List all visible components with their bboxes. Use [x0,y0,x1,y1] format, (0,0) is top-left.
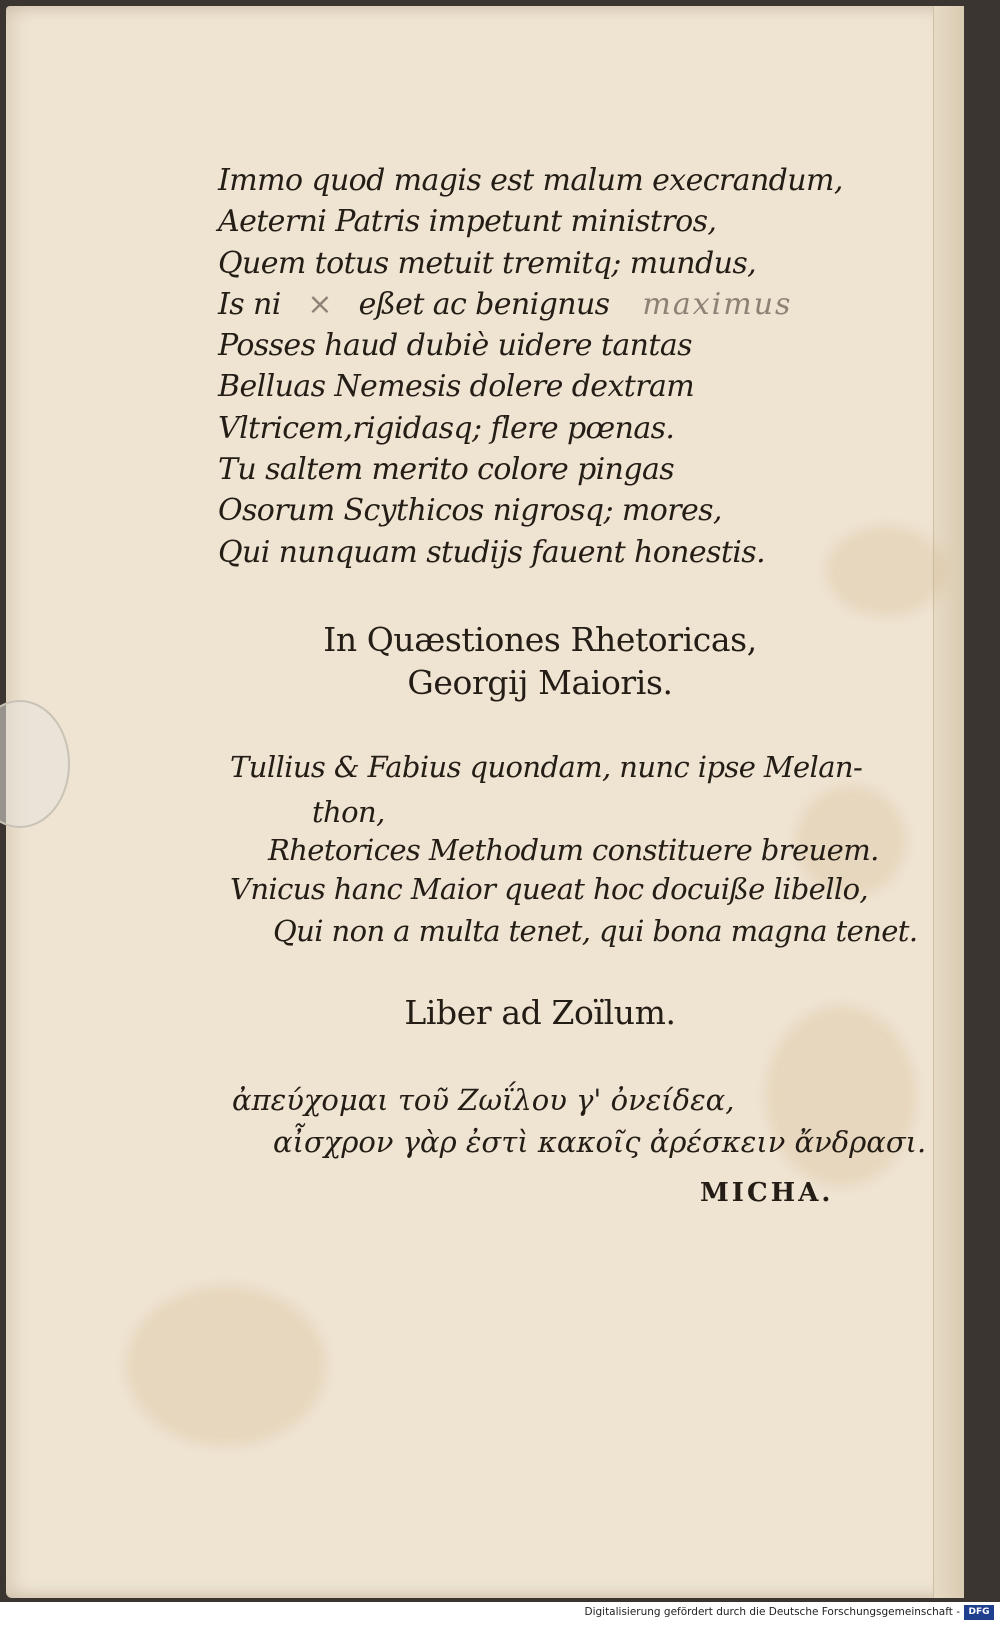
verse-line: Aeterni Patris impetunt ministros, [218,204,717,240]
epigram-line: Tullius & Fabius quondam, nunc ipse Melan- [230,750,863,784]
epigram-line-continuation: thon, [312,795,385,829]
verse-line: Osorum Scythicos nigrosq; mores, [218,493,722,529]
dfg-logo: DFG [964,1605,994,1620]
foxing-stain [766,1006,916,1186]
page-edge [933,6,964,1598]
section-heading: Georgij Maioris. [407,663,673,702]
foxing-stain [126,1286,326,1446]
struck-word: × [307,286,332,322]
section-heading: Liber ad Zoïlum. [404,993,676,1032]
verse-line: Qui nunquam studijs fauent honestis. [218,534,766,570]
verse-line: Vltricem,rigidasq; flere pœnas. [218,410,675,446]
footer-bar [0,1602,1000,1625]
author-signature: MICHA. [700,1178,834,1208]
epigram-line: Qui non a multa tenet, qui bona magna tenet. [273,914,918,948]
epigram-line: Vnicus hanc Maior queat hoc docuiße libello, [230,872,869,906]
poem-verses [218,160,843,573]
greek-verse-line: αἶσχρον γὰρ ἐστὶ κακοῖς ἀρέσκειν ἄνδρασι. [273,1125,927,1159]
verse-fragment: eßet ac benignus [358,286,610,322]
verse-fragment: Is ni [218,286,281,322]
section-heading: In Quæstiones Rhetoricas, [323,620,757,659]
verse-line: Belluas Nemesis dolere dextram [218,369,695,405]
funding-credit: Digitalisierung gefördert durch die Deutsche Forschungsgemeinschaft - [584,1606,960,1618]
handwritten-annotation: maximus [642,286,793,322]
greek-verse-line: ἀπεύχομαι τοῦ Ζωΐλου γ' ὀνείδεα, [232,1083,735,1117]
verse-line: Tu saltem merito colore pingas [218,452,675,488]
foxing-stain [826,526,946,616]
verse-line: Posses haud dubiè uidere tantas [218,328,692,364]
verse-line: Quem totus metuit tremitq; mundus, [218,245,757,281]
epigram-line: Rhetorices Methodum constituere breuem. [268,833,879,867]
verse-line-annotated [218,284,843,325]
verse-line: Immo quod magis est malum execrandum, [218,163,843,198]
